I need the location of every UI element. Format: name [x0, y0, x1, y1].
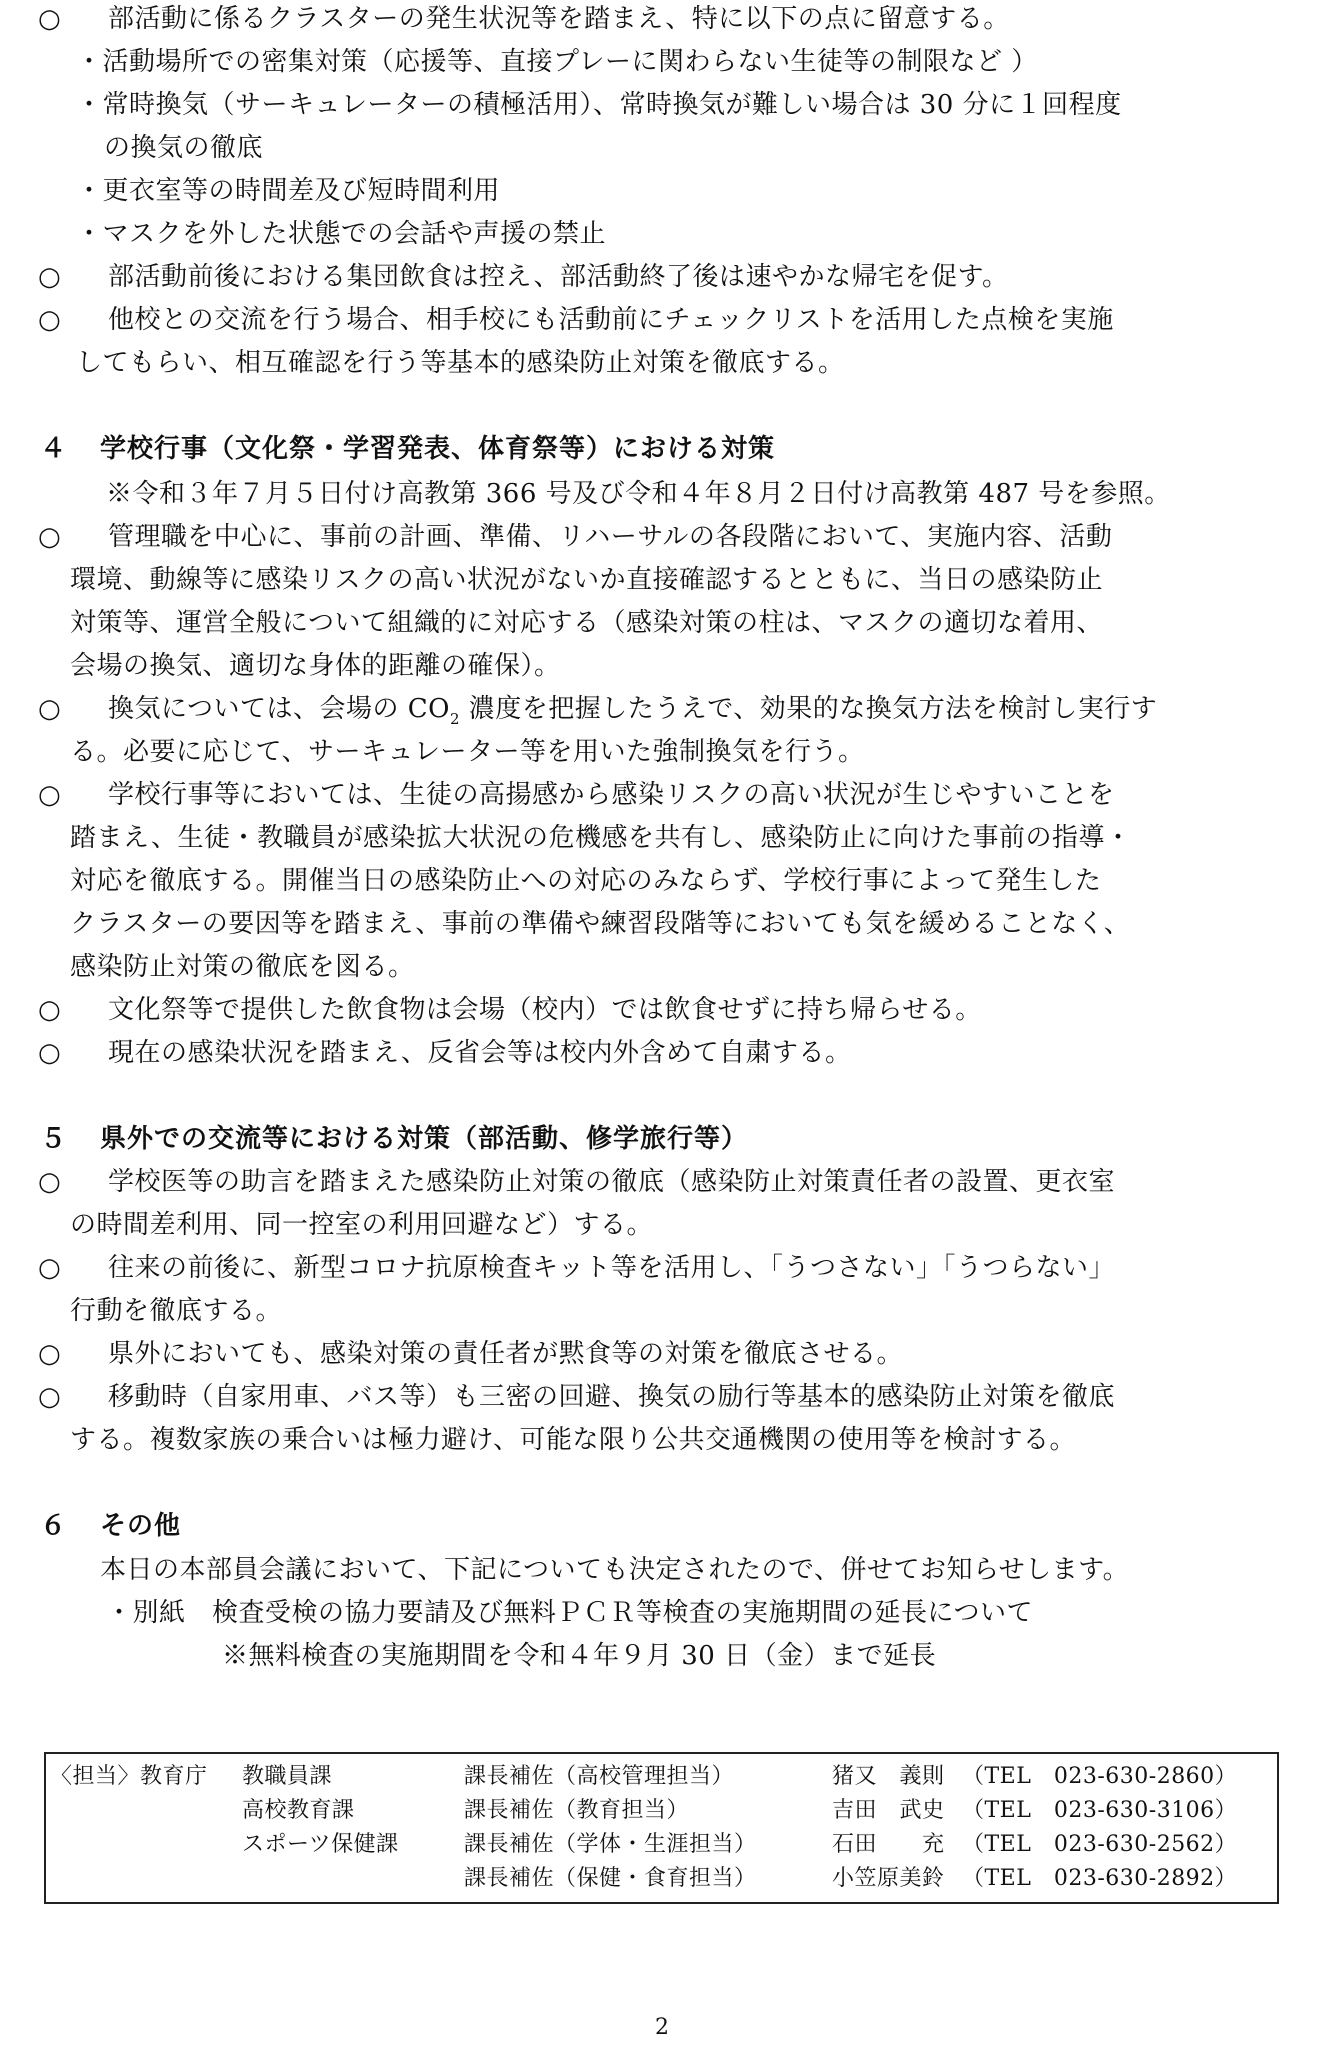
paragraph-line-continued: クラスターの要因等を踏まえ、事前の準備や練習段階等においても気を緩めることなく、 — [70, 909, 1131, 939]
paragraph-line: ○ 管理職を中心に、事前の計画、準備、リハーサルの各段階において、実施内容、活動 — [38, 522, 1113, 552]
paragraph-line-continued: 会場の換気、適切な身体的距離の確保）。 — [70, 651, 561, 681]
paragraph-line-continued: してもらい、相互確認を行う等基本的感染防止対策を徹底する。 — [76, 348, 845, 378]
contact-name: 吉田 武史 — [832, 1798, 945, 1823]
circle-bullet-icon: ○ — [38, 305, 62, 335]
paragraph-line: ○ 移動時（自家用車、バス等）も三密の回避、換気の励行等基本的感染防止対策を徹底 — [38, 1382, 1116, 1412]
paragraph-line-continued: 行動を徹底する。 — [70, 1296, 283, 1326]
paragraph-line: ○ 県外においても、感染対策の責任者が黙食等の対策を徹底させる。 — [38, 1339, 904, 1369]
bullet-line: ・活動場所での密集対策（応援等、直接プレーに関わらない生徒等の制限など ） — [76, 47, 1038, 77]
circle-bullet-icon: ○ — [38, 522, 62, 552]
paragraph-line: ○ 部活動前後における集団飲食は控え、部活動終了後は速やかな帰宅を促す。 — [38, 262, 1009, 292]
contact-role: 課長補佐（高校管理担当） — [464, 1764, 735, 1789]
paragraph-line: ○ 現在の感染状況を踏まえ、反省会等は校内外含めて自粛する。 — [38, 1038, 852, 1068]
paragraph-line: ○ 他校との交流を行う場合、相手校にも活動前にチェックリストを活用した点検を実施 — [38, 305, 1114, 335]
contact-tel: （TEL 023-630-2562） — [962, 1832, 1238, 1857]
contact-tel: （TEL 023-630-3106） — [962, 1798, 1238, 1823]
reference-note: ※令和３年７月５日付け高教第 366 号及び令和４年８月２日付け高教第 487 号を参照。 — [106, 479, 1171, 509]
circle-bullet-icon: ○ — [38, 995, 62, 1025]
paragraph-line-continued: る。必要に応じて、サーキュレーター等を用いた強制換気を行う。 — [70, 737, 865, 767]
section-heading — [40, 434, 775, 464]
bullet-line: ・常時換気（サーキュレーターの積極活用）、常時換気が難しい場合は 30 分に１回程度 — [76, 90, 1122, 120]
bullet-line: ・別紙 検査受検の協力要請及び無料ＰＣＲ等検査の実施期間の延長について — [106, 1598, 1033, 1628]
contact-name: 石田 充 — [832, 1832, 945, 1857]
reference-note: ※無料検査の実施期間を令和４年９月 30 日（金）まで延長 — [222, 1641, 937, 1671]
paragraph-line-continued: 環境、動線等に感染リスクの高い状況がないか直接確認するとともに、当日の感染防止 — [70, 565, 1103, 595]
paragraph-line-continued: 踏まえ、生徒・教職員が感染拡大状況の危機感を共有し、感染防止に向けた事前の指導・ — [70, 823, 1132, 853]
circle-bullet-icon: ○ — [38, 1382, 62, 1412]
circle-bullet-icon: ○ — [38, 262, 62, 292]
paragraph-line: ○ 学校医等の助言を踏まえた感染防止対策の徹底（感染防止対策責任者の設置、更衣室 — [38, 1167, 1116, 1197]
paragraph-line: ○ 部活動に係るクラスターの発生状況等を踏まえ、特に以下の点に留意する。 — [38, 4, 1010, 34]
section-title: その他 — [100, 1511, 182, 1541]
contact-name: 小笠原美鈴 — [832, 1866, 945, 1891]
section-heading — [40, 1511, 181, 1541]
paragraph-line-continued: する。複数家族の乗合いは極力避け、可能な限り公共交通機関の使用等を検討する。 — [70, 1425, 1076, 1455]
section-number: ５ — [40, 1124, 68, 1154]
paragraph-line: ○ 往来の前後に、新型コロナ抗原検査キット等を活用し、「うつさない」「うつらない」 — [38, 1253, 1115, 1283]
page-number: 2 — [655, 2015, 669, 2040]
contact-dept: 高校教育課 — [242, 1798, 355, 1823]
section-heading — [40, 1124, 748, 1154]
paragraph-line: ○ 文化祭等で提供した飲食物は会場（校内）では飲食せずに持ち帰らせる。 — [38, 995, 982, 1025]
paragraph-line: 本日の本部員会議において、下記についても決定されたので、併せてお知らせします。 — [100, 1555, 1130, 1585]
section-title: 学校行事（文化祭・学習発表、体育祭等）における対策 — [100, 434, 776, 464]
bullet-line: ・マスクを外した状態での会話や声援の禁止 — [76, 219, 607, 249]
paragraph-line-continued: の時間差利用、同一控室の利用回避など）する。 — [70, 1210, 654, 1240]
co2-subscript: 2 — [449, 710, 461, 728]
circle-bullet-icon: ○ — [38, 4, 62, 34]
bullet-line-continued: の換気の徹底 — [104, 133, 264, 163]
section-number: ６ — [40, 1511, 68, 1541]
contact-role: 課長補佐（保健・食育担当） — [464, 1866, 757, 1891]
contact-dept: スポーツ保健課 — [242, 1832, 399, 1857]
contact-tel: （TEL 023-630-2860） — [962, 1764, 1238, 1789]
section-number: ４ — [40, 434, 68, 464]
paragraph-line-continued: 対応を徹底する。開催当日の感染防止への対応のみならず、学校行事によって発生した — [70, 866, 1102, 896]
paragraph-line: ○ 換気については、会場の $CO_2$ 濃度を把握したうえで、効果的な換気方法を検討し実行す — [38, 694, 1158, 728]
paragraph-line-continued: 対策等、運営全般について組織的に対応する（感染対策の柱は、マスクの適切な着用、 — [70, 608, 1103, 638]
contact-tel: （TEL 023-630-2892） — [962, 1866, 1238, 1891]
bullet-line: ・更衣室等の時間差及び短時間利用 — [76, 176, 501, 206]
contact-label: 〈担当〉教育庁 — [50, 1764, 208, 1789]
contact-dept: 教職員課 — [242, 1764, 333, 1789]
paragraph-line-continued: 感染防止対策の徹底を図る。 — [70, 952, 415, 982]
circle-bullet-icon: ○ — [38, 1339, 62, 1369]
section-title: 県外での交流等における対策（部活動、修学旅行等） — [100, 1124, 749, 1154]
circle-bullet-icon: ○ — [38, 694, 62, 724]
circle-bullet-icon: ○ — [38, 1167, 62, 1197]
paragraph-line: ○ 学校行事等においては、生徒の高揚感から感染リスクの高い状況が生じやすいことを — [38, 780, 1115, 810]
contact-role: 課長補佐（学体・生涯担当） — [464, 1832, 757, 1857]
contact-role: 課長補佐（教育担当） — [464, 1798, 690, 1823]
circle-bullet-icon: ○ — [38, 1038, 62, 1068]
circle-bullet-icon: ○ — [38, 780, 62, 810]
contact-name: 猪又 義則 — [832, 1764, 945, 1789]
circle-bullet-icon: ○ — [38, 1253, 62, 1283]
contact-box — [44, 1752, 1279, 1904]
